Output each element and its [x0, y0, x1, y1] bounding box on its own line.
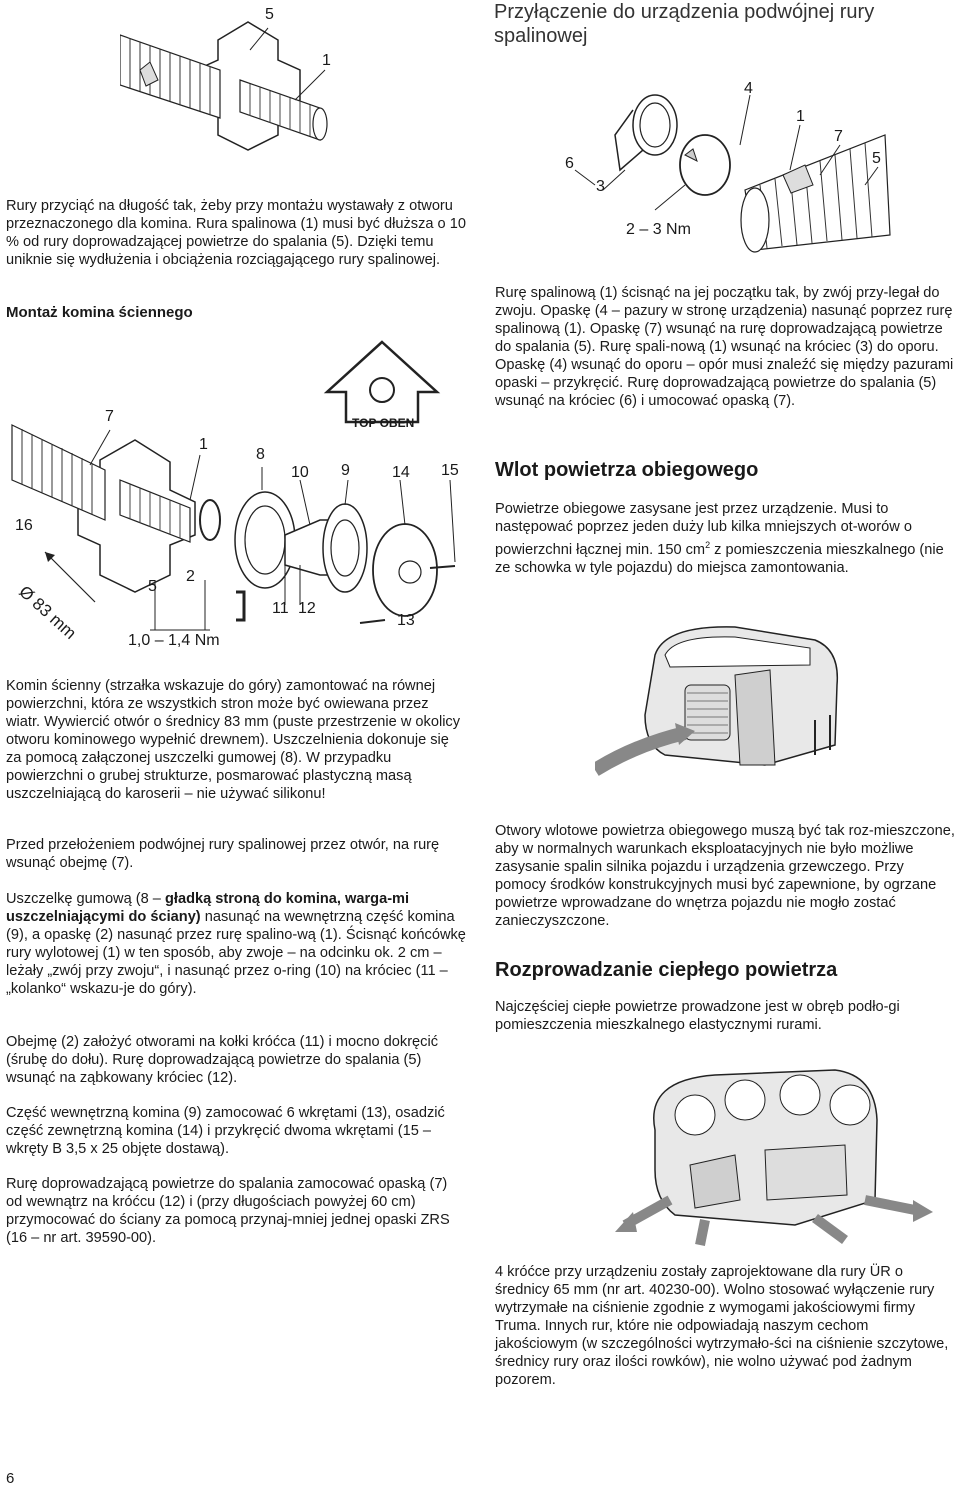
page-number: 6	[6, 1470, 15, 1487]
heading-wall-chimney: Montaż komina ściennego	[6, 304, 193, 321]
inner-part-paragraph: Część wewnętrzną komina (9) zamocować 6 wkrętami (13), osadzić część zewnętrzną komina (14) i przykręcić dwoma wkrętami (15 – wkręty B 3,5 x 25 objęte dostawą).	[6, 1105, 445, 1157]
fig2-label-9: 9	[341, 462, 350, 479]
fig3-label-7: 7	[834, 128, 843, 145]
fig2-label-15: 15	[441, 462, 459, 479]
fig2-label-5: 5	[148, 578, 157, 595]
torque-label-right: 2 – 3 Nm	[626, 221, 691, 238]
fig3-label-4: 4	[744, 80, 753, 97]
pipe-wall-illustration	[120, 0, 360, 165]
top-oben-label: TOP OBEN	[352, 416, 415, 430]
seal-text-a: Uszczelkę gumową (8 –	[6, 891, 165, 907]
connection-paragraph: Rurę spalinową (1) ścisnąć na jej początku tak, by zwój przy-legał do zwoju. Opaskę (4 – pazury w stronę urządzenia) nasunąć poprzez rurę spalinową (1). Opaskę (7) wsunąć na rurę doprowadzającą powietrze do spalania (5). Rurę spali-nową (1) wsunąć na króciec (3) do oporu. Opaskę (4) wsunąć do oporu – opór musi znaleźć się między pazurami opaski – przykręcić. Rurę doprowadzającą powietrze do spalania (5) wsunąć na króciec (6) i umocować opaską (7).	[495, 285, 954, 409]
intake-superscript: 2	[705, 540, 711, 550]
heater-outlets-illustration	[615, 1050, 945, 1250]
pipe-connection-illustration	[555, 75, 955, 275]
fig2-label-10: 10	[291, 464, 309, 481]
figure-pipe-connection	[555, 75, 955, 275]
seal-paragraph	[6, 890, 466, 998]
fig2-label-1: 1	[199, 436, 208, 453]
fig2-label-2: 2	[186, 568, 195, 585]
fig2-label-14: 14	[392, 464, 410, 481]
openings-paragraph: Otwory wlotowe powietrza obiegowego muszą być tak roz-mieszczone, aby w normalnych warunkach eksploatacyjnych nie było możliwe zasysanie spalin silnika pojazdu i urządzenia grzewczego. Przy pomocy środków konstrukcyjnych musi być zapewnione, by ogrzane powietrze wprowadzane do wnętrza pojazdu nie mogło zostać zanieczyszczone.	[495, 823, 955, 929]
intake-text-a: Powietrze obiegowe zasysane jest przez urządzenie. Musi to następować poprzez jeden duży lub kilka mniejszych ot-worów o powierzchni łącznej min. 150 cm	[495, 501, 912, 558]
fig3-label-6: 6	[565, 155, 574, 172]
fig2-label-16: 16	[15, 517, 33, 534]
wall-chimney-paragraph: Komin ścienny (strzałka wskazuje do góry) zamontować na równej powierzchni, która ze wszystkich stron może być owiewana przez wiatr. Wywiercić otwór o średnicy 83 mm (puste przestrzenie w okolicy otworu kominowego wypełnić drewnem). Uszczelnienia dokonuje się za pomocą załączonej uszczelki gumowej (8). W przypadku powierzchni o grubej strukturze, posmarować plastyczną masą uszczelniającą do karoserii – nie używać silikonu!	[6, 678, 461, 802]
outlets-paragraph: 4 króćce przy urządzeniu zostały zaprojektowane dla rury ÜR o średnicy 65 mm (nr art. 40230-00). Wolno stosować wyłączenie rury wytrzymałe na ciśnienie zgodnie z wymogami jakościowymi firmy Truma. Innych rur, które nie odpowiadają naszym cechom jakościowym (w szczególności wytrzymało-ści na ciśnienie szczytowe, średnicy rury oraz ilości rowków), nie wolno używać pod żadnym pozorem.	[495, 1264, 949, 1388]
heading-air-intake: Wlot powietrza obiegowego	[495, 459, 759, 481]
diameter-label: Ø 83 mm	[15, 582, 80, 643]
fig2-label-12: 12	[298, 600, 316, 617]
figure-pipe-through-wall	[120, 0, 360, 165]
fig2-label-7: 7	[105, 408, 114, 425]
seal-text-b: nasunąć na wewnętrzną część komina (9), a opaskę (2) nasunąć przez rurę spalino-wą (1). Ścisnąć końcówkę rury wylotowej (1) w ten sposób, aby zwoje – na odcinku ok. 2 cm – leżały „zwój przy zwoju“, i nasunąć przez o-ring (10) na króciec (11 – „kolanko“ wskazu-je do góry).	[6, 909, 466, 997]
seal-text-bold: gładką stroną do komina, warga-mi uszczelniającymi do ściany)	[6, 891, 410, 925]
fig1-label-1: 1	[322, 52, 331, 69]
figure-heater-outlets	[615, 1050, 945, 1250]
intro-paragraph: Rury przyciąć na długość tak, żeby przy montażu wystawały z otworu przeznaczonego dla komina. Rura spalinowa (1) musi być dłuższa o 10 % od rury doprowadzającej powietrze do spalania (5). Dzięki temu uniknie się wydłużenia i obciążenia rozciągającego rury spalinowej.	[6, 198, 466, 268]
figure-heater-intake	[595, 615, 855, 805]
torque-label-left: 1,0 – 1,4 Nm	[128, 632, 220, 649]
page-title: Przyłączenie do urządzenia podwójnej rury spalinowej	[494, 1, 875, 47]
heading-warm-air-distribution: Rozprowadzanie ciepłego powietrza	[495, 959, 838, 981]
intake-text-b: z pomieszczenia mieszkalnego (nie ze schowka w tyle pojazdu) do miejsca zamontowania.	[495, 541, 944, 576]
fig2-label-8: 8	[256, 446, 265, 463]
clamp-paragraph: Obejmę (2) założyć otworami na kołki króćca (11) i mocno dokręcić (śrubę do dołu). Rurę doprowadzającą powietrze do spalania (5) wsunąć na ząbkowany króciec (12).	[6, 1034, 439, 1086]
fig3-label-1: 1	[796, 108, 805, 125]
fig2-label-13: 13	[397, 612, 415, 629]
fig3-label-5: 5	[872, 150, 881, 167]
distribution-paragraph: Najczęściej ciepłe powietrze prowadzone jest w obręb podło-gi pomieszczenia mieszkalnego elastycznymi rurami.	[495, 999, 900, 1033]
fig1-label-5: 5	[265, 6, 274, 23]
pipe-fix-paragraph: Rurę doprowadzającą powietrze do spalania zamocować opaską (7) od wewnątrz na króćcu (12) i (przy długościach powyżej 60 cm) przymocować do ściany za pomocą przynaj-mniej jednej opaski ZRS (16 – nr art. 39590-00).	[6, 1176, 450, 1246]
fig3-label-3: 3	[596, 178, 605, 195]
fig2-label-11: 11	[272, 600, 289, 617]
heater-intake-illustration	[595, 615, 855, 805]
before-insert-paragraph: Przed przełożeniem podwójnej rury spalinowej przez otwór, na rurę wsunąć obejmę (7).	[6, 837, 440, 871]
air-intake-paragraph	[495, 500, 955, 577]
